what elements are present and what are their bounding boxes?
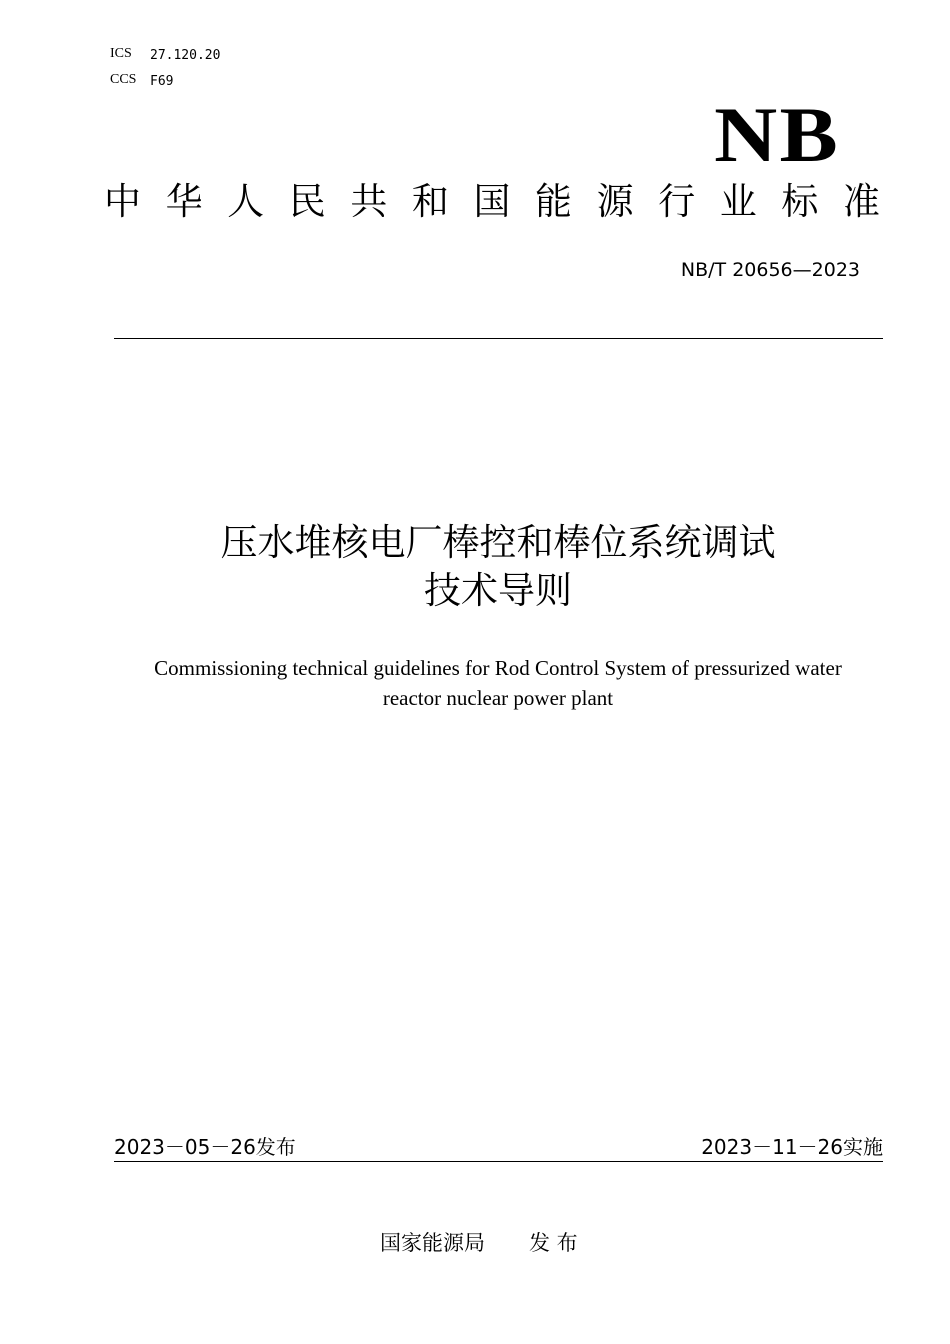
title-english-line-2: reactor nuclear power plant: [382, 686, 614, 710]
issuer-char: 源: [596, 180, 634, 223]
issue-date-label: 发布: [255, 1135, 296, 1159]
issue-date: [114, 1131, 296, 1160]
issuer-char: 人: [227, 180, 265, 223]
title-chinese-line-1: 压水堆核电厂棒控和棒位系统调试: [220, 521, 776, 564]
title-chinese-line-2: 技术导则: [424, 569, 572, 612]
ics-label: ICS: [110, 46, 132, 61]
publish-label: 发 布: [529, 1231, 578, 1255]
issuer-char: 民: [288, 180, 326, 223]
issuer-char: 标: [781, 180, 819, 223]
title-english-line-1: Commissioning technical guidelines for Rod Control System of pressurized water: [154, 656, 842, 680]
header-divider: [114, 338, 883, 339]
issuer-char: 能: [535, 180, 573, 223]
issuer-char: 中: [104, 180, 141, 223]
ccs-value: F69: [150, 74, 174, 89]
issuer-char: 共: [350, 180, 388, 223]
title-chinese: [0, 519, 950, 615]
title-english: [0, 653, 950, 713]
implementation-date: [560, 1131, 883, 1160]
issuer-full-name: [104, 182, 880, 223]
publisher-name: 国家能源局: [380, 1231, 485, 1255]
issuer-char: 准: [842, 180, 880, 223]
publisher: [380, 1227, 578, 1257]
issuer-char: 国: [473, 180, 511, 223]
footer-divider: [114, 1161, 883, 1162]
ics-value: 27.120.20: [150, 48, 221, 63]
implementation-date-value: 2023－11－26: [701, 1135, 843, 1159]
issuer-char: 华: [165, 180, 203, 223]
issue-date-value: 2023－05－26: [114, 1135, 256, 1159]
nb-logo: NB: [714, 91, 840, 178]
standard-number: NB/T 20656—2023: [680, 259, 860, 281]
issuer-char: 和: [411, 180, 449, 223]
implementation-date-label: 实施: [843, 1135, 883, 1159]
issuer-char: 业: [719, 180, 757, 223]
ccs-label: CCS: [110, 72, 137, 87]
issuer-char: 行: [658, 180, 696, 223]
